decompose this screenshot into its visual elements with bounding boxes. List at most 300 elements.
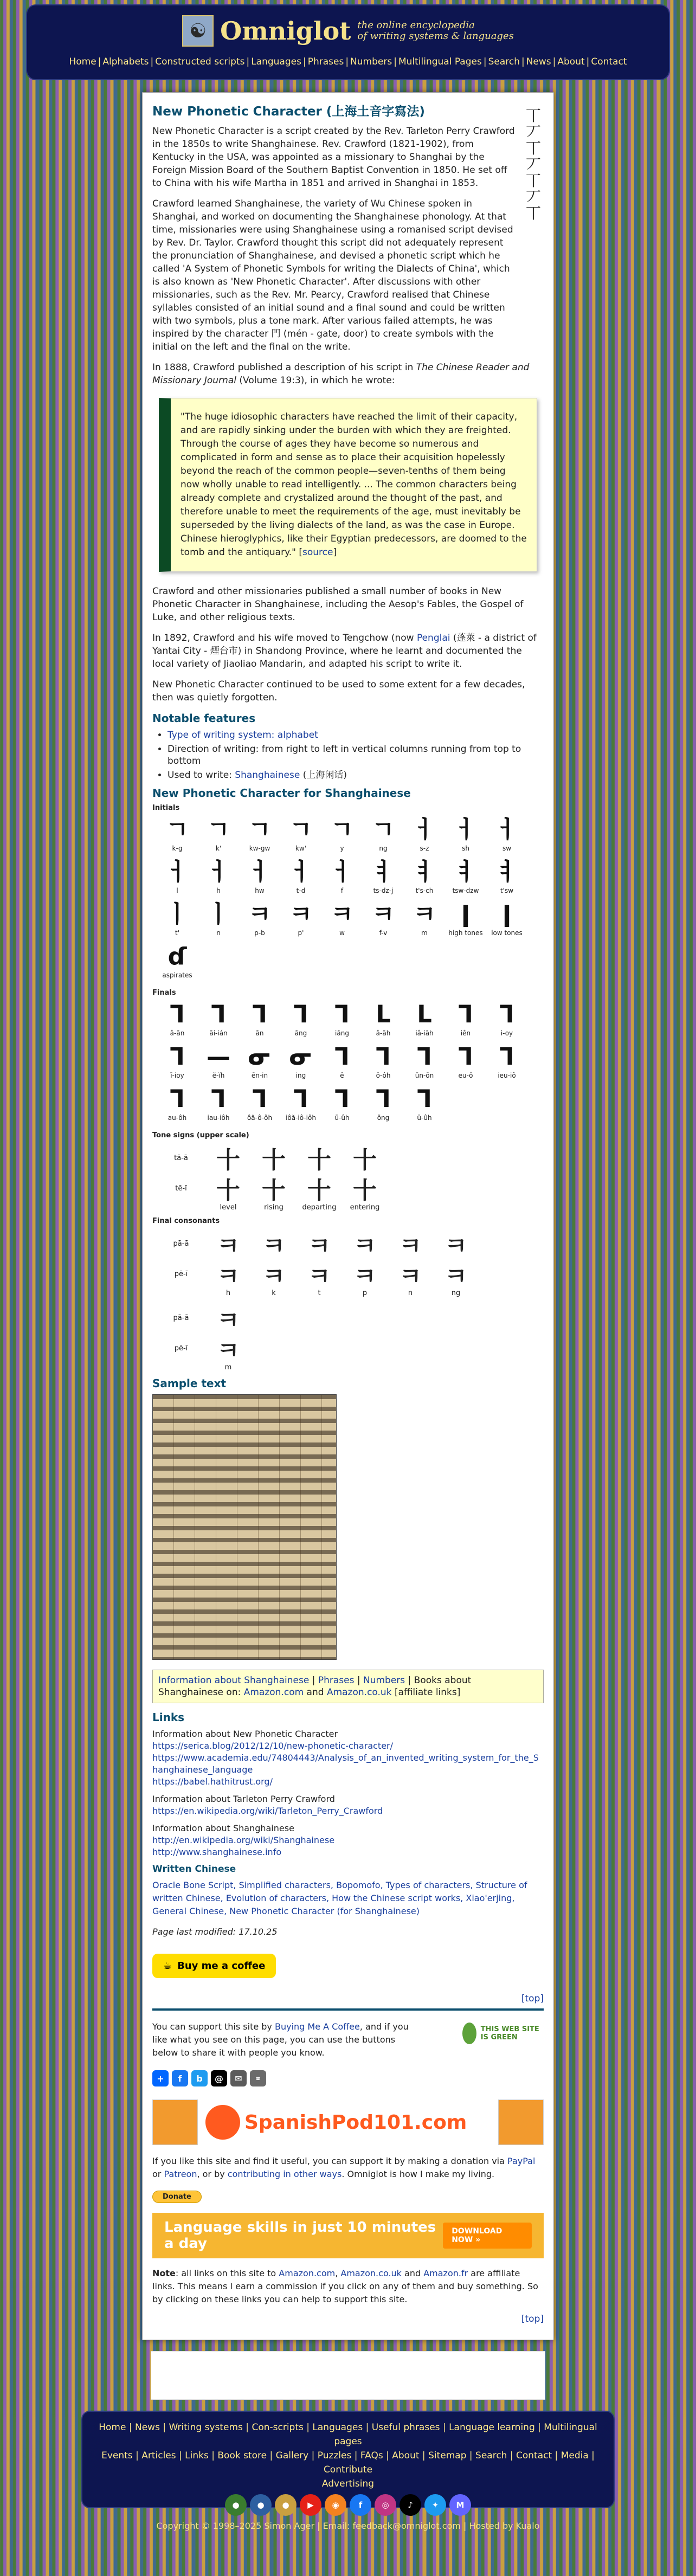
glyph-cell [321,815,363,853]
glyph-cell [363,1042,404,1080]
ad-thumb-right[interactable] [498,2100,544,2145]
info-box: Information about Shanghainese | Phrases | Numbers | Books about Shanghainese on: Amazon.com and Amazon.co.uk [affiliate links] [152,1670,544,1703]
tone-row [157,1303,544,1333]
glyph-cell [363,1000,404,1038]
row-label: tē-ī [175,1184,187,1193]
nav-home[interactable]: Home [69,56,96,67]
row-label: pā-ā [173,1313,189,1322]
glyph: ᒣ [170,1043,185,1071]
glyph-cell [198,1000,239,1038]
feature-type-link[interactable]: Type of writing system: alphabet [167,730,318,740]
glyph-cell [198,1042,239,1080]
facebook-icon[interactable]: f [350,2494,371,2516]
glyph-label: ôă-ô-ŏh [247,1114,273,1122]
glyph-label: sw [502,845,512,852]
glyph-cell [321,858,363,896]
column-label: level [220,1203,237,1212]
glyph: ㅋ [248,900,272,928]
finals-label: Finals [152,989,176,997]
tone-glyph: ㅋ [307,1232,331,1260]
features-heading: Notable features [152,712,256,725]
glyph-cell [280,1085,321,1123]
glyph-label: kw' [295,845,307,852]
shanghainese-link[interactable]: Shanghainese [235,770,300,781]
glyph-label: t's-ch [415,887,434,894]
share-link-icon[interactable]: ⚭ [250,2070,266,2086]
glyph-cell [157,942,198,980]
link-group [152,1822,544,1858]
instagram-icon[interactable]: ◎ [375,2494,396,2516]
tone-glyph: 十 [353,1147,377,1174]
award2-badge-icon[interactable]: ● [275,2494,297,2516]
glyph: ᒣ [458,1001,473,1028]
tone-glyph: 十 [262,1147,286,1174]
glyph-label: â-ān [170,1029,185,1037]
glyph-label: y [340,845,344,852]
glyph: ᒣ [334,1043,350,1071]
sample-text-image[interactable] [152,1394,337,1660]
glyph: ㄱ [330,816,354,843]
glyph-cell [280,900,321,938]
glyph: ㅋ [371,900,395,928]
paypal-link[interactable]: PayPal [507,2156,536,2166]
glyph-label: p-b [254,929,265,937]
feature-direction: • Direction of writing: from right to left in vertical columns running from top to bottom [167,743,544,767]
crawford-quote: "The huge idiosophic characters have reached the limit of their capacity, and are rapidly sinking under the burden with which they are freighted. Through the course of ages they have become so numerous and complicated in form and sense as to place their acquisition hopelessly beyond the reach of the common people—seven-tenths of them being now wholly unable to read intelligently. ... The common characters being already complete and crystalized around the thought of the past, and therefore unable to meet the requirements of the age, must inevitably be superseded by the living dialects of the land, as was the case in Europe. Chinese hieroglyphics, like their Egyptian predecessors, are doomed to the tomb and the antiquary." [source] [159,398,537,572]
tone-glyph: ㅋ [216,1263,240,1290]
glyph-cell [445,815,486,853]
finals-grid [157,1000,544,1127]
amazon-com-link[interactable]: Amazon.com [243,1687,304,1698]
footer-nav-1: Home | News | Writing systems | Con-scripts | Languages | Useful phrases | Language learning | Multilingual pages [99,2422,597,2447]
contribute-link[interactable]: contributing in other ways [227,2169,342,2179]
glyph: ㅋ [330,900,354,928]
glyph-cell [445,1000,486,1038]
glyph-label: ān [255,1029,264,1037]
buy-me-a-coffee-button[interactable]: ☕ Buy me a coffee [152,1954,276,1978]
glyph: ᒣ [376,1085,391,1113]
tone-glyph: ㅋ [262,1232,286,1260]
tone-glyph: ㅋ [398,1263,422,1290]
glyph-label: ū-ûh [417,1114,432,1122]
glyph-cell [198,900,239,938]
glyph-cell [486,858,527,896]
column-label: entering [350,1203,380,1212]
nav-alphabets[interactable]: Alphabets [102,56,149,67]
nav-contact[interactable]: Contact [591,56,627,67]
glyph-cell [363,815,404,853]
glyph-label: ū-ûh [334,1114,350,1122]
tiktok-icon[interactable]: ♪ [399,2494,421,2516]
footer-puzzles[interactable]: Puzzles [317,2450,352,2461]
glyph-label: tsw-dzw [452,887,479,894]
glyph: ㅕ [413,858,436,886]
tone-row [157,1228,544,1259]
glyph: ㅣ [207,900,230,928]
glyph-label: ĕ-ĭh [212,1072,225,1079]
spanishpod-logo-icon [205,2105,240,2140]
glyph-label: t' [175,929,179,937]
note-amazon-uk[interactable]: Amazon.co.uk [340,2268,402,2278]
footer-media[interactable]: Media [560,2450,589,2461]
share-bluesky-icon[interactable]: b [191,2070,208,2086]
column-label: t [318,1289,321,1297]
top-link-bottom[interactable]: [top] [521,2314,544,2324]
note-amazon-fr[interactable]: Amazon.fr [423,2268,468,2278]
quote-source-link[interactable]: source [302,547,333,558]
nav-about[interactable]: About [557,56,585,67]
glyph-cell [157,900,198,938]
glyph-cell [445,900,486,938]
glyph-cell [486,900,527,938]
share-threads-icon[interactable]: @ [211,2070,227,2086]
paragraph-publication: In 1888, Crawford published a description of his script in The Chinese Reader and Missionary Journal (Volume 19:3), in which he wrote: [152,362,530,386]
glyph: ㅓ [207,858,230,886]
glyph: ᒣ [334,1085,350,1113]
glyph: ᒪ [376,1001,391,1028]
glyph-cell [404,1042,445,1080]
glyph-label: iên [460,1029,471,1037]
glyph-label: iau-iôh [207,1114,230,1122]
footer-multilingual-pages[interactable]: Multilingual pages [334,2422,597,2447]
glyph-cell [486,1042,527,1080]
tone-glyph: 十 [262,1177,286,1205]
tone-glyph: 十 [307,1177,331,1205]
award-badge-icon[interactable]: ● [250,2494,272,2516]
external-link[interactable]: https://en.wikipedia.org/wiki/Tarleton_Perry_Crawford [152,1806,383,1816]
glyph: ㅣ [165,900,189,928]
footer-about[interactable]: About [392,2450,420,2461]
rss-icon[interactable]: ◉ [325,2494,346,2516]
glyph: ᒣ [417,1043,432,1071]
glyph-cell [280,858,321,896]
glyph: ᒣ [417,1085,432,1113]
nav-search[interactable]: Search [488,56,520,67]
glyph-cell [239,900,280,938]
buy-coffee-link[interactable]: Buying Me A Coffee [274,2021,360,2032]
tone-row [157,1173,544,1203]
glyph: ㅓ [289,858,313,886]
glyph-cell [486,1000,527,1038]
column-label: p [362,1289,368,1297]
glyph: ᒣ [293,1001,308,1028]
mastodon-icon[interactable]: M [449,2494,471,2516]
initials-label: Initials [152,804,180,812]
glyph-cell [363,1085,404,1123]
logo-icon: ☯ [182,15,214,47]
social-icons [93,2494,603,2516]
ad-thumb-left[interactable] [152,2100,198,2145]
glyph-label: t-d [296,887,306,894]
glyph: ㄱ [371,816,395,843]
nav-numbers[interactable]: Numbers [350,56,392,67]
share-email-icon[interactable]: ✉ [230,2070,247,2086]
glyph-label: ō-ôh [376,1072,391,1079]
glyph-cell [404,1000,445,1038]
glyph-label: iôă-iô-iôh [286,1114,316,1122]
feature-type [167,729,544,741]
nav-languages[interactable]: Languages [251,56,301,67]
column-label: n [408,1289,413,1297]
site-header [26,4,670,80]
glyph: ㄱ [248,816,272,843]
nav-news[interactable]: News [526,56,551,67]
divider [152,2008,544,2011]
external-link[interactable]: https://serica.blog/2012/12/10/new-phonetic-character/ [152,1741,393,1751]
glyph: ㅕ [371,858,395,886]
tone-row [157,1333,544,1363]
glyph-label: f-v [379,929,388,937]
glyph-label: low tones [491,929,523,937]
glyph-cell [321,1000,363,1038]
download-now-button[interactable]: DOWNLOAD NOW » [443,2223,532,2249]
glyph-cell [363,900,404,938]
glyph-cell [198,1085,239,1123]
spanishpod-ad[interactable]: SpanishPod101.com [205,2105,467,2140]
site-footer [81,2411,615,2531]
footer-contact[interactable]: Contact [516,2450,552,2461]
external-link[interactable]: http://www.shanghainese.info [152,1847,282,1857]
nav-multilingual-pages[interactable]: Multilingual Pages [398,56,482,67]
footer-languages[interactable]: Languages [312,2422,363,2433]
column-label: h [225,1289,231,1297]
column-label: k [272,1289,276,1297]
logo-tagline: the online encyclopedia of writing systems & languages [357,20,514,42]
support-section: You can support this site by Buying Me A Coffee, and if you like what you see on this page, you can use the buttons below to share it with people you know. THIS WEB SITE IS GREEN [152,2020,544,2067]
copyright: Copyright © 1998–2025 Simon Ager | Email: feedback@omniglot.com | Hosted by Kualo [156,2521,540,2531]
tone-glyph: ㅋ [353,1232,377,1260]
glyph-cell [239,1042,280,1080]
donate-button[interactable]: Donate [152,2191,202,2203]
glyph-label: ūn-ōn [415,1072,434,1079]
info-shanghainese-link[interactable]: Information about Shanghainese [158,1675,310,1686]
glyph-label: kw-gw [249,845,270,852]
glyph-label: l [176,887,178,894]
glyph-label: i-oy [500,1029,513,1037]
glyph: ㄱ [165,816,189,843]
glyph: ㅕ [454,858,478,886]
glyph-label: iāng [335,1029,349,1037]
glyph-cell [404,1085,445,1123]
paragraph-history: Crawford learned Shanghainese, the variety of Wu Chinese spoken in Shanghai, and worked on documenting the Shanghainese phonology. At that time, missionaries were using Shanghainese using a romanised script devised by Rev. Dr. Taylor. Crawford thought this script did not adequately represent the pronunciation of Shanghainese, and devised a phonetic script which he called 'A System of Phonetic Symbols for writing the Dialects of China', which is also known as 'New Phonetic Character'. After discussions with other missionaries, such as the Rev. Mr. Pearcy, Crawford realised that Chinese syllables consisted of an initial sound and a final sound and could be written with two symbols, plus a tone mark. After various failed attempts, he was inspired by the character 門 (mén - gate, door) to create symbols with the initial on the left and the final on the write. [152,198,513,352]
green-site-badge[interactable]: THIS WEB SITE IS GREEN [462,2020,544,2046]
glyph-label: k' [215,845,222,852]
glyph: ᒣ [170,1001,185,1028]
footer-search[interactable]: Search [475,2450,507,2461]
written-chinese-heading: Written Chinese [152,1864,236,1875]
patreon-link[interactable]: Patreon [164,2169,197,2179]
row-label: tā-ā [174,1154,188,1162]
language-ad-banner[interactable]: Language skills in just 10 minutes a day DOWNLOAD NOW » [152,2213,544,2258]
tone-row [157,1259,544,1289]
final-consonants-table-m [157,1303,544,1371]
glyph-label: w [339,929,345,937]
footer-nav-2: Events | Articles | Links | Book store | Gallery | Puzzles | FAQs | About | Sitemap | Search | Contact | Media | Contribute [101,2450,595,2475]
glyph: ㅓ [454,816,478,843]
glyph: ㅓ [248,858,272,886]
affiliate-note: Note: all links on this site to Amazon.com, Amazon.co.uk and Amazon.fr are affiliate links. This means I earn a commission if you click on any of them and buy something. So by clicking on these links you can help to support this site. [152,2268,538,2304]
tone-glyph: ㅋ [444,1263,468,1290]
glyph: ɗ [167,943,187,970]
external-link[interactable]: https://www.academia.edu/74804443/Analysis_of_an_invented_writing_system_for_the_Shanghainese_language [152,1753,539,1775]
glyph: ᒣ [211,1085,226,1113]
glyph-label: au-ôh [167,1114,187,1122]
glyph-label: high tones [448,929,483,937]
tone-glyph: ㅋ [216,1232,240,1260]
link-group-title: Information about New Phonetic Character [152,1729,338,1739]
footer-sitemap[interactable]: Sitemap [428,2450,467,2461]
glyph: ㅋ [413,900,436,928]
glyph-cell [404,900,445,938]
glyph-cell [445,1042,486,1080]
glyph-cell [157,1000,198,1038]
glyph-cell [321,1042,363,1080]
glyph-label: ieu-iô [498,1072,516,1079]
tone-glyph: 十 [216,1147,240,1174]
vertical-script-sample: 丅 丆 丅 丆 丅 丆 丅 [525,107,541,222]
tone-glyph: ㅋ [398,1232,422,1260]
footer-nav-3 [93,2477,603,2491]
glyph: ᒣ [499,1001,514,1028]
footer-useful-phrases[interactable]: Useful phrases [371,2422,440,2433]
nav-constructed-scripts[interactable]: Constructed scripts [155,56,245,67]
link-group [152,1793,544,1817]
final-consonants-table [157,1228,544,1297]
amazon-uk-link[interactable]: Amazon.co.uk [326,1687,392,1698]
chart-heading: New Phonetic Character for Shanghainese [152,787,411,800]
tone-glyph: 十 [353,1177,377,1205]
info-phrases-link[interactable]: Phrases [318,1675,355,1686]
note-amazon-com[interactable]: Amazon.com [279,2268,336,2278]
nav-phrases[interactable]: Phrases [307,56,344,67]
footer-news[interactable]: News [134,2422,160,2433]
glyph-label: â-ăh [376,1029,391,1037]
glyph-label: p' [298,929,304,937]
footer-links[interactable]: Links [185,2450,209,2461]
external-link[interactable]: http://en.wikipedia.org/wiki/Shanghainese [152,1835,335,1845]
donate-text: If you like this site and find it useful, you can support it by making a donation via PayPal or Patreon, or by contributing in other ways. Omniglot is how I make my living. [152,2156,536,2179]
glyph-label: iâ-iăh [415,1029,434,1037]
coffee-cup-icon: ☕ [163,1960,172,1972]
tone-glyph: ㅋ [353,1263,377,1290]
glyph: ᒣ [458,1043,473,1071]
column-label: rising [264,1203,283,1212]
tones-label: Tone signs (upper scale) [152,1131,249,1139]
glyph: ᒣ [293,1085,308,1113]
paragraph-tengchow: In 1892, Crawford and his wife moved to Tengchow (now Penglai (蓬萊 - a district of Yantai City - 煙台市) in Shandong Province, where he learnt and documented the local variety of Jiaoliao Mandarin, and adapted his script to write it. [152,633,537,669]
top-link[interactable]: [top] [521,1993,544,2004]
glyph-label: sh [462,845,469,852]
glyph-label: h [216,887,221,894]
glyph-cell [157,858,198,896]
glyph: — [207,1043,230,1071]
footer-faqs[interactable]: FAQs [360,2450,383,2461]
glyph-cell [280,1000,321,1038]
footer-advertising[interactable]: Advertising [321,2478,375,2489]
glyph-label: ing [295,1072,306,1079]
glyph-label: s-z [420,845,429,852]
glyph-cell [239,815,280,853]
tone-glyph: ㅋ [444,1232,468,1260]
glyph-cell [404,858,445,896]
glyph-label: ê [340,1072,344,1079]
footer-articles[interactable]: Articles [141,2450,176,2461]
glyph: ᒣ [499,1043,514,1071]
glyph-cell [198,815,239,853]
external-link[interactable]: https://babel.hathitrust.org/ [152,1776,273,1787]
glyph: ㅕ [495,858,519,886]
glyph: ᒣ [170,1085,185,1113]
written-chinese-links[interactable]: Oracle Bone Script, Simplified characters, Bopomofo, Types of characters, Structure of written Chinese, Evolution of characters, How the Chinese script works, Xiao'erjing, General Chinese, New Phonetic Character (for Shanghainese) [152,1880,527,1916]
tone-glyph: ㅋ [262,1263,286,1290]
glyph-cell [486,815,527,853]
footer-events[interactable]: Events [101,2450,133,2461]
column-label: ng [451,1289,461,1297]
youtube-icon[interactable]: ▶ [300,2494,321,2516]
glyph: ᓂ [248,1043,272,1071]
glyph-cell [157,815,198,853]
footer-contribute[interactable]: Contribute [323,2464,373,2475]
sample-heading: Sample text [152,1377,227,1390]
omniglot-badge-icon[interactable]: ● [225,2494,247,2516]
link-group-title: Information about Shanghainese [152,1823,294,1833]
glyph-cell [157,1042,198,1080]
glyph-label: ăi-ián [209,1029,228,1037]
glyph: ㅓ [330,858,354,886]
logo[interactable] [27,5,669,47]
footer-language-learning[interactable]: Language learning [449,2422,535,2433]
share-addtoany-icon[interactable]: + [152,2070,169,2086]
glyph-label: ēn-in [251,1072,268,1079]
footer-con-scripts[interactable]: Con-scripts [252,2422,304,2433]
initials-grid [157,815,544,984]
column-label: departing [302,1203,337,1212]
glyph-cell [239,1085,280,1123]
glyph-label: n [216,929,221,937]
row-label: pē-ī [174,1270,188,1278]
paragraph-books: Crawford and other missionaries published a small number of books in New Phonetic Character in Shanghainese, including the Aesop's Fables, the Gospel of Luke, and other religious texts. [152,586,524,623]
last-modified: Page last modified: 17.10.25 [152,1927,278,1937]
tone-glyph: ㅋ [216,1337,240,1364]
share-facebook-icon[interactable]: f [172,2070,188,2086]
bluesky-icon[interactable]: ✦ [424,2494,446,2516]
links-block [152,1728,544,1858]
column-labels [205,1363,544,1371]
main-content [142,92,554,2340]
penglai-link[interactable]: Penglai [416,633,450,643]
glyph-cell [198,858,239,896]
link-group-title: Information about Tarleton Perry Crawford [152,1794,335,1804]
column-labels [205,1203,544,1212]
footer-writing-systems[interactable]: Writing systems [169,2422,243,2433]
footer-gallery[interactable]: Gallery [275,2450,309,2461]
glyph-label: m [421,929,428,937]
glyph-cell [321,1085,363,1123]
info-numbers-link[interactable]: Numbers [363,1675,405,1686]
glyph: ᒣ [211,1001,226,1028]
glyph-cell [280,1042,321,1080]
footer-home[interactable]: Home [99,2422,126,2433]
column-labels [205,1289,544,1297]
footer-book-store[interactable]: Book store [217,2450,267,2461]
glyph-label: ng [379,845,388,852]
glyph: ᒣ [334,1001,350,1028]
glyph-label: f [340,887,344,894]
glyph-cell [445,858,486,896]
tone-glyph: ㅋ [216,1306,240,1334]
links-heading: Links [152,1711,185,1724]
top-nav: Home | Alphabets | Constructed scripts | Languages | Phrases | Numbers | Multilingual Pages | Search | News | About | Contact [69,56,627,67]
